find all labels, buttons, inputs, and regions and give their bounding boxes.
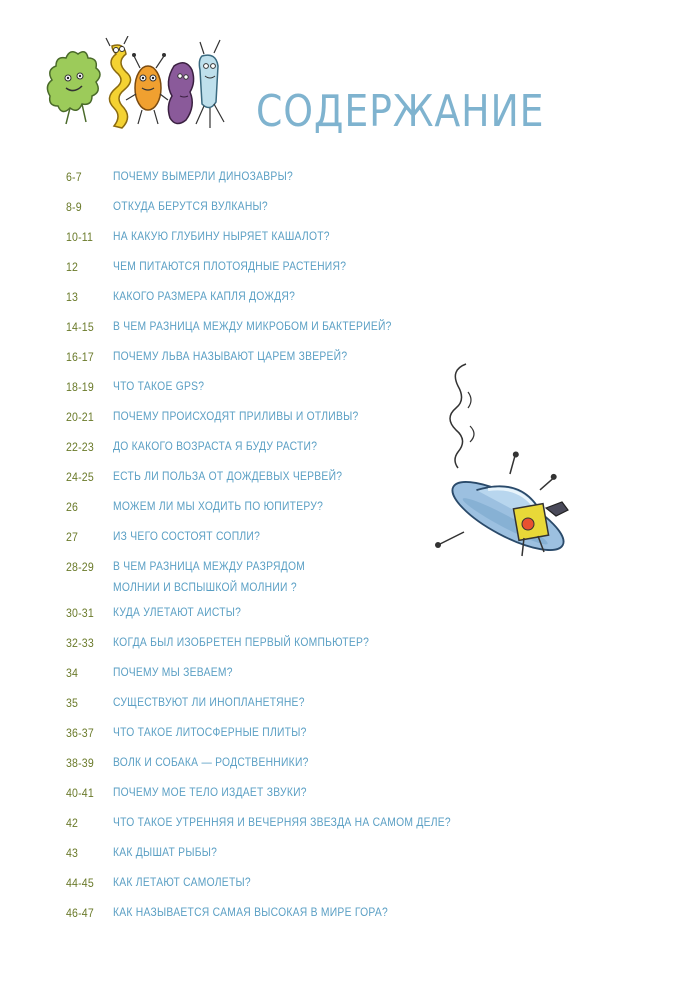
toc-page-numbers: 30-31 bbox=[66, 606, 94, 620]
saucer bbox=[444, 433, 586, 563]
toc-question bbox=[113, 286, 295, 307]
toc-entry bbox=[66, 630, 626, 660]
toc-question-line: КАК НАЗЫВАЕТСЯ САМАЯ ВЫСОКАЯ В МИРЕ ГОРА? bbox=[113, 905, 388, 919]
toc-page-numbers: 20-21 bbox=[66, 410, 94, 424]
toc-question bbox=[113, 346, 347, 367]
toc-page-numbers: 18-19 bbox=[66, 380, 94, 394]
toc-question bbox=[113, 436, 317, 457]
toc-question-line: КОГДА БЫЛ ИЗОБРЕТЕН ПЕРВЫЙ КОМПЬЮТЕР? bbox=[113, 635, 370, 649]
toc-question-line: ЧЕМ ПИТАЮТСЯ ПЛОТОЯДНЫЕ РАСТЕНИЯ? bbox=[113, 259, 347, 273]
toc-question bbox=[113, 496, 323, 517]
toc-entry bbox=[66, 254, 626, 284]
toc-question-line: ПОЧЕМУ ЛЬВА НАЗЫВАЮТ ЦАРЕМ ЗВЕРЕЙ? bbox=[113, 349, 348, 363]
page-title: СОДЕРЖАНИЕ bbox=[256, 86, 545, 137]
toc-question bbox=[113, 196, 268, 217]
toc-page-numbers: 43 bbox=[66, 846, 79, 860]
toc-question bbox=[113, 902, 388, 923]
toc-question-line: ПОЧЕМУ МОЕ ТЕЛО ИЗДАЕТ ЗВУКИ? bbox=[113, 785, 307, 799]
toc-page-numbers: 38-39 bbox=[66, 756, 94, 770]
toc-question-line: СУЩЕСТВУЮТ ЛИ ИНОПЛАНЕТЯНЕ? bbox=[113, 695, 305, 709]
flying-saucer-illustration bbox=[428, 356, 586, 566]
toc-page-numbers: 16-17 bbox=[66, 350, 94, 364]
toc-question bbox=[113, 166, 293, 187]
toc-question-line: МОЛНИИ И ВСПЫШКОЙ МОЛНИИ ? bbox=[113, 580, 297, 594]
toc-question bbox=[113, 256, 346, 277]
toc-question bbox=[113, 602, 241, 623]
toc-entry bbox=[66, 284, 626, 314]
toc-entry bbox=[66, 780, 626, 810]
toc-question-line: НА КАКУЮ ГЛУБИНУ НЫРЯЕТ КАШАЛОТ? bbox=[113, 229, 330, 243]
toc-question-line: ИЗ ЧЕГО СОСТОЯТ СОПЛИ? bbox=[113, 529, 261, 543]
toc-page-numbers: 12 bbox=[66, 260, 79, 274]
toc-question-line: ВОЛК И СОБАКА — РОДСТВЕННИКИ? bbox=[113, 755, 309, 769]
toc-entry bbox=[66, 314, 626, 344]
toc-question-line: ЕСТЬ ЛИ ПОЛЬЗА ОТ ДОЖДЕВЫХ ЧЕРВЕЙ? bbox=[113, 469, 343, 483]
purple-microbe bbox=[168, 63, 193, 124]
toc-question-line: КАКОГО РАЗМЕРА КАПЛЯ ДОЖДЯ? bbox=[113, 289, 296, 303]
toc-page-numbers: 24-25 bbox=[66, 470, 94, 484]
toc-question bbox=[113, 226, 330, 247]
toc-page-numbers: 36-37 bbox=[66, 726, 94, 740]
toc-page-numbers: 32-33 bbox=[66, 636, 94, 650]
toc-question bbox=[113, 812, 451, 833]
toc-page-numbers: 26 bbox=[66, 500, 79, 514]
toc-page-numbers: 22-23 bbox=[66, 440, 94, 454]
toc-question bbox=[113, 872, 251, 893]
toc-question-line: ЧТО ТАКОЕ ЛИТОСФЕРНЫЕ ПЛИТЫ? bbox=[113, 725, 307, 739]
toc-entry bbox=[66, 660, 626, 690]
toc-question-line: В ЧЕМ РАЗНИЦА МЕЖДУ МИКРОБОМ И БАКТЕРИЕЙ? bbox=[113, 319, 392, 333]
toc-question-line: ПОЧЕМУ ВЫМЕРЛИ ДИНОЗАВРЫ? bbox=[113, 169, 293, 183]
toc-question bbox=[113, 376, 204, 397]
green-microbe bbox=[47, 52, 100, 124]
toc-question-line: В ЧЕМ РАЗНИЦА МЕЖДУ РАЗРЯДОМ bbox=[113, 559, 306, 573]
toc-page-numbers: 40-41 bbox=[66, 786, 94, 800]
toc-entry bbox=[66, 840, 626, 870]
toc-question bbox=[113, 752, 309, 773]
toc-entry bbox=[66, 690, 626, 720]
toc-question-line: КАК ДЫШАТ РЫБЫ? bbox=[113, 845, 218, 859]
toc-question-line: КУДА УЛЕТАЮТ АИСТЫ? bbox=[113, 605, 242, 619]
toc-entry bbox=[66, 600, 626, 630]
toc-page-numbers: 34 bbox=[66, 666, 79, 680]
toc-question bbox=[113, 842, 217, 863]
toc-entry bbox=[66, 224, 626, 254]
smoke-trail bbox=[450, 364, 466, 468]
toc-question bbox=[113, 556, 305, 598]
toc-entry bbox=[66, 870, 626, 900]
toc-page-numbers: 42 bbox=[66, 816, 79, 830]
toc-question-line: КАК ЛЕТАЮТ САМОЛЕТЫ? bbox=[113, 875, 251, 889]
toc-question bbox=[113, 632, 369, 653]
toc-page-numbers: 44-45 bbox=[66, 876, 94, 890]
toc-question-line: ЧТО ТАКОЕ УТРЕННЯЯ И ВЕЧЕРНЯЯ ЗВЕЗДА НА САМОМ ДЕЛЕ? bbox=[113, 815, 451, 829]
toc-question-line: ДО КАКОГО ВОЗРАСТА Я БУДУ РАСТИ? bbox=[113, 439, 318, 453]
yellow-microbe bbox=[106, 36, 131, 128]
toc-page-numbers: 14-15 bbox=[66, 320, 94, 334]
toc-question bbox=[113, 466, 342, 487]
toc-entry bbox=[66, 720, 626, 750]
toc-question bbox=[113, 692, 305, 713]
toc-question bbox=[113, 526, 260, 547]
toc-question-line: ОТКУДА БЕРУТСЯ ВУЛКАНЫ? bbox=[113, 199, 268, 213]
toc-entry bbox=[66, 750, 626, 780]
toc-entry bbox=[66, 194, 626, 224]
toc-page-numbers: 6-7 bbox=[66, 170, 82, 184]
orange-microbe bbox=[126, 53, 168, 124]
toc-page-numbers: 27 bbox=[66, 530, 79, 544]
toc-question bbox=[113, 316, 392, 337]
toc-page-numbers: 13 bbox=[66, 290, 79, 304]
toc-question-line: ЧТО ТАКОЕ GPS? bbox=[113, 379, 205, 393]
toc-page-numbers: 8-9 bbox=[66, 200, 82, 214]
toc-question bbox=[113, 722, 307, 743]
microbes-illustration bbox=[40, 36, 230, 136]
toc-entry bbox=[66, 164, 626, 194]
blue-microbe bbox=[196, 40, 224, 128]
toc-page-numbers: 28-29 bbox=[66, 560, 94, 574]
toc-question bbox=[113, 782, 307, 803]
toc-page-numbers: 35 bbox=[66, 696, 79, 710]
toc-question-line: ПОЧЕМУ МЫ ЗЕВАЕМ? bbox=[113, 665, 233, 679]
toc-page-numbers: 10-11 bbox=[66, 230, 94, 244]
toc-entry bbox=[66, 810, 626, 840]
toc-question bbox=[113, 662, 233, 683]
toc-page-numbers: 46-47 bbox=[66, 906, 94, 920]
toc-question-line: ПОЧЕМУ ПРОИСХОДЯТ ПРИЛИВЫ И ОТЛИВЫ? bbox=[113, 409, 359, 423]
toc-entry bbox=[66, 900, 626, 930]
toc-question bbox=[113, 406, 359, 427]
toc-question-line: МОЖЕМ ЛИ МЫ ХОДИТЬ ПО ЮПИТЕРУ? bbox=[113, 499, 324, 513]
